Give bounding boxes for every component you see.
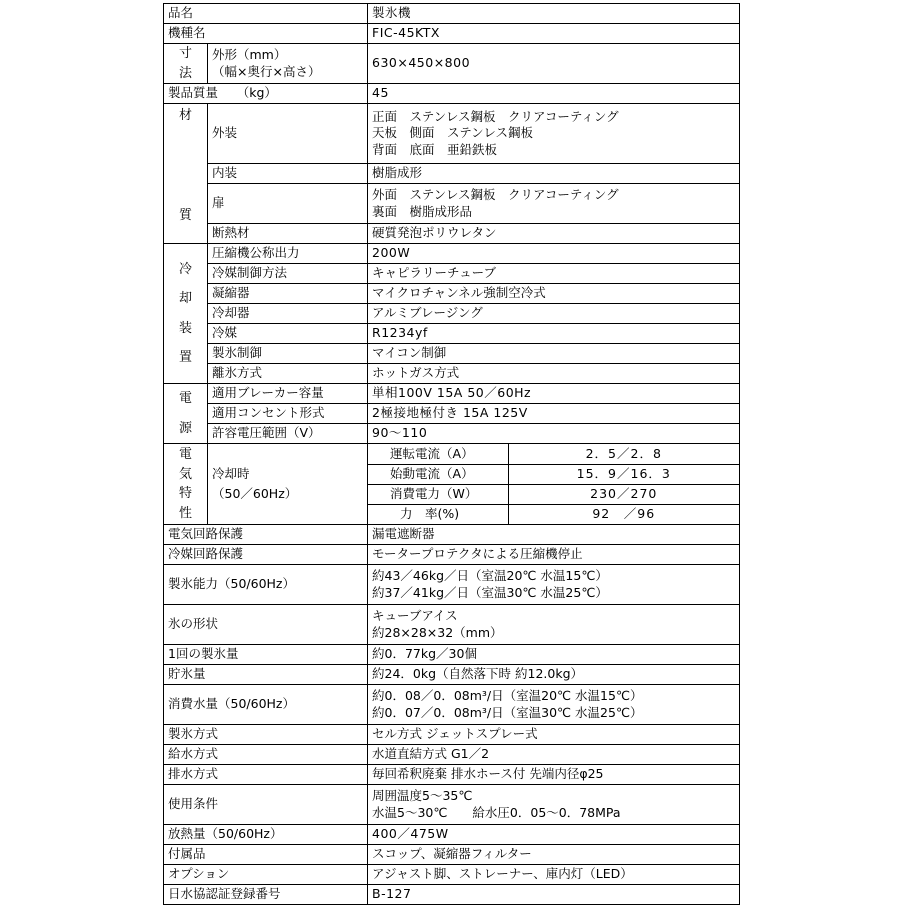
- value-reikyaku: キャピラリーチューブ: [368, 264, 740, 284]
- value-shiyo: [368, 785, 740, 825]
- cat-char: 性: [178, 505, 192, 521]
- label-sunpo: [208, 44, 368, 84]
- label-denki: [208, 444, 368, 525]
- value-kori-keijo: [368, 605, 740, 645]
- denki-item-value: 15．9／16．3: [508, 464, 739, 484]
- row-hinmei: [164, 4, 740, 24]
- label-denki-line2: （50／60Hz）: [212, 486, 298, 501]
- value-reibai-kairo: モータープロテクタによる圧縮機停止: [368, 545, 740, 565]
- label-tobira: 扉: [208, 184, 368, 224]
- value-seihyo-noryoku: [368, 565, 740, 605]
- row-shitsuryo: [164, 84, 740, 104]
- value-choryo: 約24．0kg（自然落下時 約12.0kg）: [368, 665, 740, 685]
- denki-item-value: 2．5／2．8: [508, 444, 739, 464]
- denki-item-value: 92 ／96: [592, 506, 656, 521]
- value-reikyaku: マイクロチャンネル強制空冷式: [368, 284, 740, 304]
- row-honetsu: [164, 825, 740, 845]
- label-dengen: 許容電圧範囲（V）: [208, 424, 368, 444]
- cat-char: 質: [178, 207, 192, 223]
- label-honetsu: 放熱量（50/60Hz）: [164, 825, 368, 845]
- value-line: 約0．07／0．08m³/日（室温30℃ 水温25℃）: [372, 704, 643, 720]
- cat-reikyaku: [164, 244, 208, 384]
- cat-char: 冷: [178, 261, 192, 277]
- denki-item-label: 消費電力（W）: [368, 484, 508, 504]
- label-choryo: 貯氷量: [164, 665, 368, 685]
- row-nissui: [164, 885, 740, 905]
- label-shohi-suiryo: 消費水量（50/60Hz）: [164, 685, 368, 725]
- denki-item-label: 力 率(%): [368, 504, 508, 524]
- value-reikyaku: R1234yf: [368, 324, 740, 344]
- label-reikyaku: 冷媒: [208, 324, 368, 344]
- row-shohi-suiryo: [164, 685, 740, 725]
- cat-sunpo: [164, 44, 208, 84]
- row-reikyaku-6: [164, 364, 740, 384]
- label-shitsuryo: 製品質量 （kg）: [164, 84, 368, 104]
- label-reikyaku: 圧縮機公称出力: [208, 244, 368, 264]
- value-nissui: B-127: [368, 885, 740, 905]
- label-reikyaku: 製氷制御: [208, 344, 368, 364]
- denki-item-label: 運転電流（A）: [368, 444, 508, 464]
- row-haisui: [164, 765, 740, 785]
- value-line: 背面 底面 亜鉛鉄板: [372, 141, 498, 157]
- cat-char: 材: [178, 108, 192, 123]
- value-kishu: FIC-45KTX: [368, 24, 740, 44]
- label-sunpo-line2: （幅×奥行×高さ）: [212, 63, 321, 79]
- value-line: 正面 ステンレス鋼板 クリアコーティング: [372, 108, 619, 124]
- label-seihyo-hoshiki: 製氷方式: [164, 725, 368, 745]
- value-honetsu: 400／475W: [368, 825, 740, 845]
- label-option: オプション: [164, 865, 368, 885]
- label-reibai-kairo: 冷媒回路保護: [164, 545, 368, 565]
- value-line: キューブアイス: [372, 608, 458, 623]
- value-dannetsu: 硬質発泡ポリウレタン: [368, 224, 740, 244]
- label-dannetsu: 断熱材: [208, 224, 368, 244]
- value-sunpo: 630×450×800: [368, 44, 740, 84]
- row-seihyo-hoshiki: [164, 725, 740, 745]
- row-reikyaku-1: [164, 264, 740, 284]
- value-line: 外面 ステンレス鋼板 クリアコーティング: [372, 187, 619, 202]
- label-ikkai: 1回の製氷量: [164, 645, 368, 665]
- value-gaiso: [368, 104, 740, 164]
- label-reikyaku: 離氷方式: [208, 364, 368, 384]
- value-kyusui: 水道直結方式 G1／2: [368, 745, 740, 765]
- label-hinmei: 品名: [164, 4, 368, 24]
- label-seihyo-noryoku: 製氷能力（50/60Hz）: [164, 565, 368, 605]
- cat-char: 源: [178, 420, 192, 436]
- value-line: 約28×28×32（mm）: [372, 624, 503, 640]
- value-line: 約37／41kg／日（室温30℃ 水温25℃）: [372, 584, 608, 600]
- cat-char: 法: [178, 65, 192, 81]
- label-kyusui: 給水方式: [164, 745, 368, 765]
- cat-char: 却: [178, 291, 192, 306]
- label-nissui: 日水協認証登録番号: [164, 885, 368, 905]
- value-denki-kairo: 漏電遮断器: [368, 525, 740, 545]
- denki-subtable: [368, 444, 739, 524]
- row-reikyaku-5: [164, 344, 740, 364]
- row-dengen-1: [164, 404, 740, 424]
- value-hinmei: 製氷機: [368, 4, 740, 24]
- row-ikkai: [164, 645, 740, 665]
- row-denki-kairo: [164, 525, 740, 545]
- value-reikyaku: 200W: [368, 244, 740, 264]
- denki-row: [368, 504, 739, 524]
- cat-char: 置: [178, 350, 192, 365]
- cat-zaishitsu: [164, 104, 208, 244]
- denki-row: [368, 464, 739, 484]
- cat-char: 気: [178, 466, 192, 482]
- value-line: 約0．08／0．08m³/日（室温20℃ 水温15℃）: [372, 688, 643, 703]
- value-dengen: 単相100V 15A 50／60Hz: [368, 384, 740, 404]
- value-option: アジャスト脚、ストレーナー、庫内灯（LED）: [368, 865, 740, 885]
- cat-char: 特: [178, 486, 192, 501]
- denki-row: [368, 444, 739, 464]
- row-seihyo-noryoku: [164, 565, 740, 605]
- row-reikyaku-3: [164, 304, 740, 324]
- value-haisui: 毎回希釈廃棄 排水ホース付 先端内径φ25: [368, 765, 740, 785]
- value-reikyaku: アルミブレージング: [368, 304, 740, 324]
- value-tobira: [368, 184, 740, 224]
- value-shohi-suiryo: [368, 685, 740, 725]
- cat-char: 電: [178, 391, 192, 406]
- value-line: 裏面 樹脂成形品: [372, 203, 473, 219]
- denki-item-value: 230／270: [508, 484, 739, 504]
- cat-denki: [164, 444, 208, 525]
- value-fuzoku: スコップ、凝縮器フィルター: [368, 845, 740, 865]
- value-dengen: 90～110: [368, 424, 740, 444]
- value-line: 約43／46kg／日（室温20℃ 水温15℃）: [372, 568, 608, 583]
- cat-char: 寸: [178, 46, 192, 61]
- label-fuzoku: 付属品: [164, 845, 368, 865]
- row-kori-keijo: [164, 605, 740, 645]
- row-dengen-0: [164, 384, 740, 404]
- value-reikyaku: ホットガス方式: [368, 364, 740, 384]
- row-reikyaku-2: [164, 284, 740, 304]
- cat-char: 電: [178, 447, 192, 462]
- value-dengen: 2極接地極付き 15A 125V: [368, 404, 740, 424]
- value-line: 天板 側面 ステンレス鋼板: [372, 125, 533, 141]
- label-reikyaku: 凝縮器: [208, 284, 368, 304]
- label-reikyaku: 冷媒制御方法: [208, 264, 368, 284]
- row-kishu: [164, 24, 740, 44]
- label-naiso: 内装: [208, 164, 368, 184]
- label-haisui: 排水方式: [164, 765, 368, 785]
- label-gaiso: 外装: [208, 104, 368, 164]
- value-ikkai: 約0．77kg／30個: [368, 645, 740, 665]
- denki-item-label: 始動電流（A）: [368, 464, 508, 484]
- label-kori-keijo: 氷の形状: [164, 605, 368, 645]
- label-kishu: 機種名: [164, 24, 368, 44]
- row-option: [164, 865, 740, 885]
- row-kyusui: [164, 745, 740, 765]
- label-denki-kairo: 電気回路保護: [164, 525, 368, 545]
- denki-row: [368, 484, 739, 504]
- denki-subtable-cell: [368, 444, 740, 525]
- value-reikyaku: マイコン制御: [368, 344, 740, 364]
- label-dengen: 適用ブレーカー容量: [208, 384, 368, 404]
- row-naiso: [164, 164, 740, 184]
- value-line: 水温5～30℃ 給水圧0．05～0．78MPa: [372, 804, 621, 820]
- row-shiyo: [164, 785, 740, 825]
- row-dengen-2: [164, 424, 740, 444]
- cat-char: 装: [178, 320, 192, 336]
- row-sunpo: [164, 44, 740, 84]
- row-reikyaku-0: [164, 244, 740, 264]
- row-gaiso: [164, 104, 740, 164]
- value-naiso: 樹脂成形: [368, 164, 740, 184]
- cat-dengen: [164, 384, 208, 444]
- label-shiyo: 使用条件: [164, 785, 368, 825]
- spec-table: [163, 3, 740, 905]
- label-dengen: 適用コンセント形式: [208, 404, 368, 424]
- value-line: 周囲温度5～35℃: [372, 788, 473, 803]
- row-dannetsu: [164, 224, 740, 244]
- row-reibai-kairo: [164, 545, 740, 565]
- label-sunpo-line1: 外形（mm）: [212, 47, 287, 62]
- row-fuzoku: [164, 845, 740, 865]
- value-seihyo-hoshiki: セル方式 ジェットスプレー式: [368, 725, 740, 745]
- label-denki-line1: 冷却時: [212, 465, 250, 481]
- row-choryo: [164, 665, 740, 685]
- row-tobira: [164, 184, 740, 224]
- value-shitsuryo: 45: [368, 84, 740, 104]
- row-reikyaku-4: [164, 324, 740, 344]
- label-reikyaku: 冷却器: [208, 304, 368, 324]
- row-denki: [164, 444, 740, 525]
